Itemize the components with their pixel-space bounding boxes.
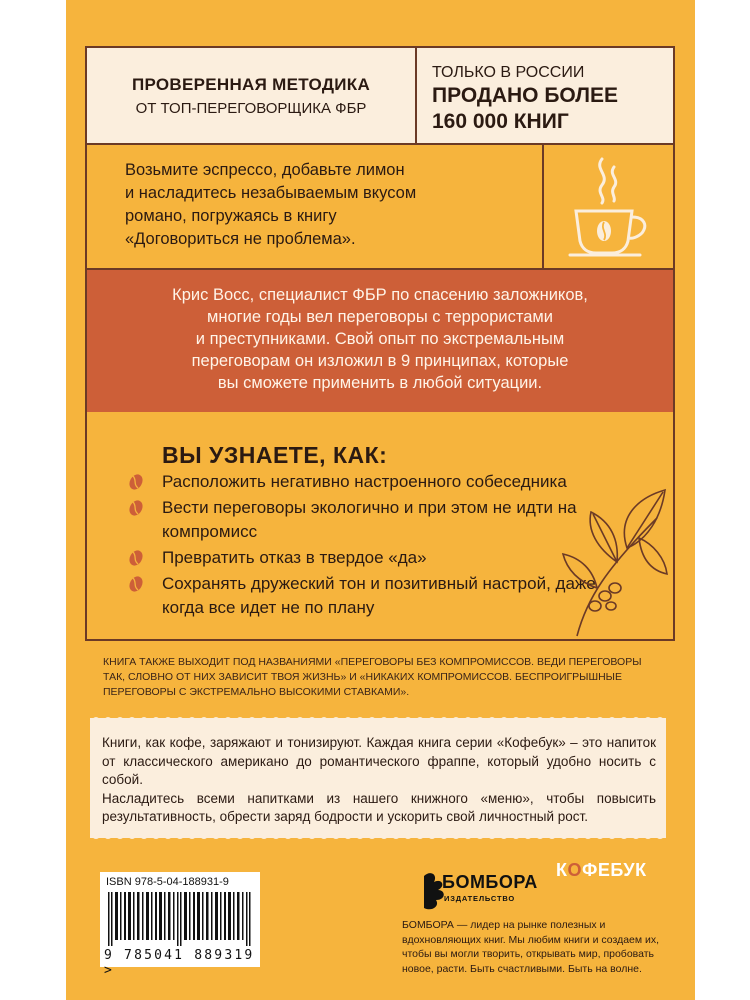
espresso-row <box>87 145 673 270</box>
espresso-line: и насладитесь незабываемым вкусом <box>125 184 417 202</box>
method-title: ПРОВЕРЕННАЯ МЕТОДИКА <box>131 75 371 94</box>
learn-list <box>127 470 627 622</box>
series-menu-card <box>90 718 666 838</box>
coffee-cup-icon <box>544 145 675 268</box>
coffee-bean-icon <box>127 575 145 593</box>
header-row <box>87 48 673 145</box>
list-item-text: Сохранять дружеский тон и позитивный настрой, даже когда все идет не по плану <box>162 574 596 617</box>
author-bio <box>87 270 673 412</box>
list-item-text: Вести переговоры экологично и при этом не идти на компромисс <box>162 498 577 541</box>
bio-line: Крис Восс, специалист ФБР по спасению заложников, <box>172 286 588 304</box>
coffee-bean-icon <box>127 473 145 491</box>
learn-title: ВЫ УЗНАЕТЕ, КАК: <box>162 442 388 468</box>
espresso-text <box>125 159 505 251</box>
series-logo-k: К <box>556 860 568 880</box>
coffee-bean-icon <box>127 549 145 567</box>
cup-cell <box>542 145 673 268</box>
list-item <box>127 572 627 620</box>
publisher-subtitle: ИЗДАТЕЛЬСТВО <box>444 894 515 903</box>
bio-line: и преступниками. Свой опыт по экстремальным <box>195 330 565 348</box>
list-item <box>127 470 627 494</box>
barcode-digits: 9 785041 889319 > <box>104 948 255 978</box>
coffee-bean-icon <box>127 499 145 517</box>
sales-region: ТОЛЬКО В РОССИИ <box>432 64 585 81</box>
sales-line-2: 160 000 КНИГ <box>432 110 569 133</box>
method-block <box>87 48 417 143</box>
sales-block <box>432 64 672 134</box>
sales-line-1: ПРОДАНО БОЛЕЕ <box>432 84 618 107</box>
series-paragraph: Насладитесь всеми напитками из нашего книжного «меню», чтобы повысить результативность, обрести заряд бодрости и ускорить свой личностный рост. <box>102 790 656 824</box>
barcode-icon <box>106 892 254 946</box>
method-subtitle: ОТ ТОП-ПЕРЕГОВОРЩИКА ФБР <box>135 100 367 117</box>
bio-line: переговорам он изложил в 9 принципах, которые <box>191 352 569 370</box>
wavy-edge-top <box>90 712 666 722</box>
content-frame <box>85 46 675 641</box>
list-item <box>127 546 627 570</box>
series-logo <box>556 860 647 881</box>
espresso-line: «Договориться не проблема». <box>125 230 356 248</box>
isbn-label: ISBN 978-5-04-188931-9 <box>106 876 229 888</box>
list-item <box>127 496 627 544</box>
coffee-branch-icon <box>557 478 669 638</box>
series-logo-rest: ФЕБУК <box>582 860 647 880</box>
wavy-edge-bottom <box>90 834 666 844</box>
list-item-text: Превратить отказ в твердое «да» <box>162 548 427 567</box>
series-logo-o: О <box>567 860 583 880</box>
espresso-line: Возьмите эспрессо, добавьте лимон <box>125 161 405 179</box>
series-paragraph: Книги, как кофе, заряжают и тонизируют. Каждая книга серии «Кофебук» – это напиток от классического американо до романтического фраппе, который удобно носить с собой. <box>102 735 656 787</box>
series-description <box>102 734 656 827</box>
list-item-text: Расположить негативно настроенного собеседника <box>162 472 567 491</box>
bio-line: многие годы вел переговоры с террористами <box>207 308 553 326</box>
alternate-titles-note: КНИГА ТАКЖЕ ВЫХОДИТ ПОД НАЗВАНИЯМИ «ПЕРЕГОВОРЫ БЕЗ КОМПРОМИССОВ. ВЕДИ ПЕРЕГОВОРЫ ТАК, СЛОВНО ОТ НИХ ЗАВИСИТ ТВОЯ ЖИЗНЬ» И «НИКАКИХ КОМПРОМИССОВ. БЕСПРОИГРЫШНЫЕ ПЕРЕГОВОРЫ С ЭКСТРЕМАЛЬНО ВЫСОКИМИ СТАВКАМИ». <box>103 656 642 698</box>
publisher-name: БОМБОРА <box>442 872 538 892</box>
espresso-line: романо, погружаясь в книгу <box>125 207 337 225</box>
isbn-barcode <box>100 872 260 978</box>
publisher-description: БОМБОРА — лидер на рынке полезных и вдохновляющих книг. Мы любим книги и создаем их, чтобы вы могли творить, открывать мир, пробовать новое, расти. Быть счастливыми. Быть на волне. <box>402 919 660 975</box>
bio-line: вы сможете применить в любой ситуации. <box>217 374 543 392</box>
